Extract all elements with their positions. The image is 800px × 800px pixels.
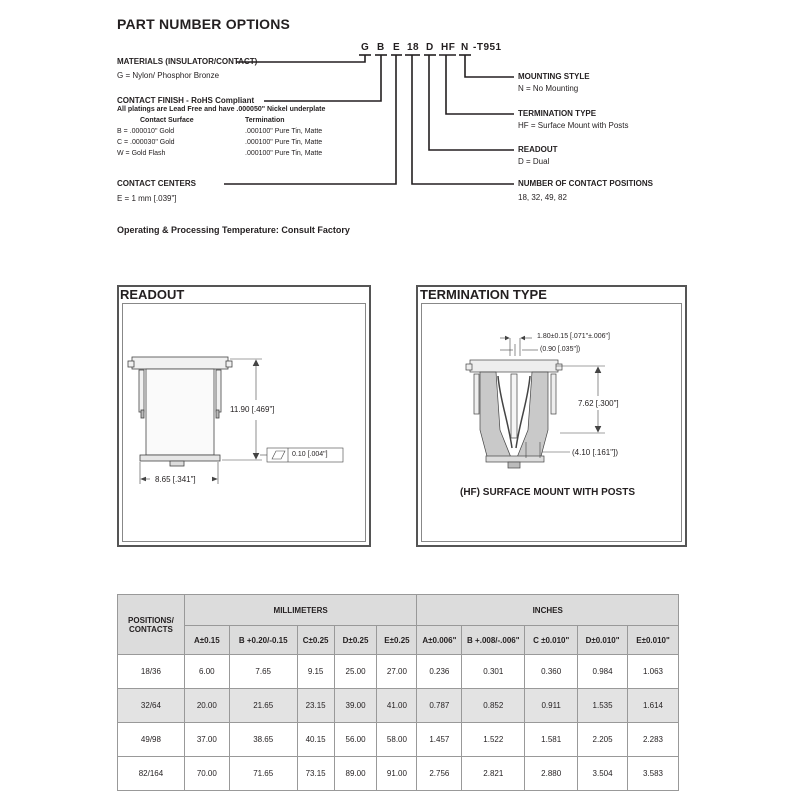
finish-row-surface: W = Gold Flash <box>117 150 166 157</box>
table-cell: 73.15 <box>297 757 334 791</box>
table-cell: 0.787 <box>417 689 462 723</box>
finish-row-surface: B = .000010" Gold <box>117 128 175 135</box>
finish-col-surface: Contact Surface <box>140 117 194 124</box>
table-cell: 20.00 <box>184 689 229 723</box>
table-cell: 89.00 <box>334 757 377 791</box>
dimensions-table <box>117 594 679 791</box>
readout-height-dim: 11.90 [.469"] <box>230 405 275 414</box>
positions-header-line2: CONTACTS <box>129 624 173 634</box>
table-cell: 71.65 <box>229 757 297 791</box>
table-cell: 9.15 <box>297 655 334 689</box>
table-cell: 70.00 <box>184 757 229 791</box>
table-cell: 25.00 <box>334 655 377 689</box>
mounting-heading: MOUNTING STYLE <box>518 72 590 81</box>
temperature-note: Operating & Processing Temperature: Consult Factory <box>117 225 350 235</box>
termination-width-dim: (4.10 [.161"]) <box>572 448 618 457</box>
table-header-inches: INCHES <box>417 595 679 626</box>
readout-width-dim: 8.65 [.341"] <box>155 475 196 484</box>
materials-value: G = Nylon/ Phosphor Bronze <box>117 71 220 80</box>
table-cell: 39.00 <box>334 689 377 723</box>
table-cell: 7.65 <box>229 655 297 689</box>
table-row <box>118 655 679 689</box>
table-cell: 1.581 <box>525 723 578 757</box>
table-cell: 0.301 <box>462 655 525 689</box>
table-cell: 82/164 <box>118 757 185 791</box>
termination-pitch-dim: 1.80±0.15 [.071"±.006"] <box>537 333 610 340</box>
finish-heading: CONTACT FINISH - RoHS Compliant <box>117 96 255 105</box>
table-cell: 21.65 <box>229 689 297 723</box>
table-cell: 3.583 <box>628 757 679 791</box>
table-cell: 91.00 <box>377 757 417 791</box>
table-cell: 18/36 <box>118 655 185 689</box>
readout-value: D = Dual <box>518 157 550 166</box>
finish-row-termination: .000100" Pure Tin, Matte <box>245 150 323 157</box>
materials-heading: MATERIALS (INSULATOR/CONTACT) <box>117 57 258 66</box>
code-suffix: -T951 <box>473 42 502 53</box>
table-cell: 1.063 <box>628 655 679 689</box>
code-materials: G <box>361 42 370 53</box>
code-mounting: N <box>461 42 469 53</box>
table-cell: 1.535 <box>578 689 628 723</box>
finish-row-termination: .000100" Pure Tin, Matte <box>245 128 323 135</box>
termination-caption: (HF) SURFACE MOUNT WITH POSTS <box>460 487 635 498</box>
table-cell: 2.880 <box>525 757 578 791</box>
table-cell: 2.205 <box>578 723 628 757</box>
code-termination: HF <box>441 42 456 53</box>
readout-flatness-dim: 0.10 [.004"] <box>292 451 328 458</box>
readout-panel-title: READOUT <box>120 287 185 302</box>
table-cell: 49/98 <box>118 723 185 757</box>
col-header-in-b: B +.008/-.006" <box>462 626 525 655</box>
table-cell: 1.522 <box>462 723 525 757</box>
table-cell: 32/64 <box>118 689 185 723</box>
finish-col-termination: Termination <box>245 117 285 124</box>
table-row <box>118 757 679 791</box>
code-readout: D <box>426 42 434 53</box>
readout-heading: READOUT <box>518 145 558 154</box>
col-header-mm-c: C±0.25 <box>297 626 334 655</box>
table-cell: 41.00 <box>377 689 417 723</box>
table-cell: 38.65 <box>229 723 297 757</box>
centers-heading: CONTACT CENTERS <box>117 179 196 188</box>
finish-row-surface: C = .000030" Gold <box>117 139 175 146</box>
table-cell: 2.756 <box>417 757 462 791</box>
table-cell: 0.984 <box>578 655 628 689</box>
table-cell: 2.283 <box>628 723 679 757</box>
code-positions: 18 <box>407 42 420 53</box>
table-cell: 6.00 <box>184 655 229 689</box>
code-centers: E <box>393 42 401 53</box>
positions-header-line1: POSITIONS/ <box>128 615 174 625</box>
col-header-in-c: C ±0.010" <box>525 626 578 655</box>
table-cell: 27.00 <box>377 655 417 689</box>
table-cell: 56.00 <box>334 723 377 757</box>
termination-heading: TERMINATION TYPE <box>518 109 597 118</box>
code-finish: B <box>377 42 385 53</box>
table-cell: 2.821 <box>462 757 525 791</box>
col-header-mm-b: B +0.20/-0.15 <box>229 626 297 655</box>
col-header-in-a: A±0.006" <box>417 626 462 655</box>
table-cell: 40.15 <box>297 723 334 757</box>
table-cell: 1.457 <box>417 723 462 757</box>
section-title: PART NUMBER OPTIONS <box>117 16 291 32</box>
col-header-in-e: E±0.010" <box>628 626 679 655</box>
table-header-positions <box>118 595 185 655</box>
table-cell: 37.00 <box>184 723 229 757</box>
table-cell: 3.504 <box>578 757 628 791</box>
col-header-mm-d: D±0.25 <box>334 626 377 655</box>
col-header-in-d: D±0.010" <box>578 626 628 655</box>
table-cell: 23.15 <box>297 689 334 723</box>
centers-value: E = 1 mm [.039"] <box>117 194 177 203</box>
table-row <box>118 689 679 723</box>
termination-value: HF = Surface Mount with Posts <box>518 121 629 130</box>
termination-panel-title: TERMINATION TYPE <box>420 287 547 302</box>
finish-row-termination: .000100" Pure Tin, Matte <box>245 139 323 146</box>
col-header-mm-e: E±0.25 <box>377 626 417 655</box>
table-header-millimeters: MILLIMETERS <box>184 595 417 626</box>
mounting-value: N = No Mounting <box>518 84 579 93</box>
termination-half-pitch-dim: (0.90 [.035"]) <box>540 346 581 353</box>
table-cell: 0.911 <box>525 689 578 723</box>
table-cell: 58.00 <box>377 723 417 757</box>
col-header-mm-a: A±0.15 <box>184 626 229 655</box>
table-cell: 0.360 <box>525 655 578 689</box>
table-cell: 0.236 <box>417 655 462 689</box>
table-row <box>118 723 679 757</box>
table-cell: 1.614 <box>628 689 679 723</box>
positions-heading: NUMBER OF CONTACT POSITIONS <box>518 179 653 188</box>
finish-note: All platings are Lead Free and have .000050" Nickel underplate <box>117 106 326 113</box>
table-cell: 0.852 <box>462 689 525 723</box>
positions-value: 18, 32, 49, 82 <box>518 193 567 202</box>
termination-height-dim: 7.62 [.300"] <box>578 399 619 408</box>
